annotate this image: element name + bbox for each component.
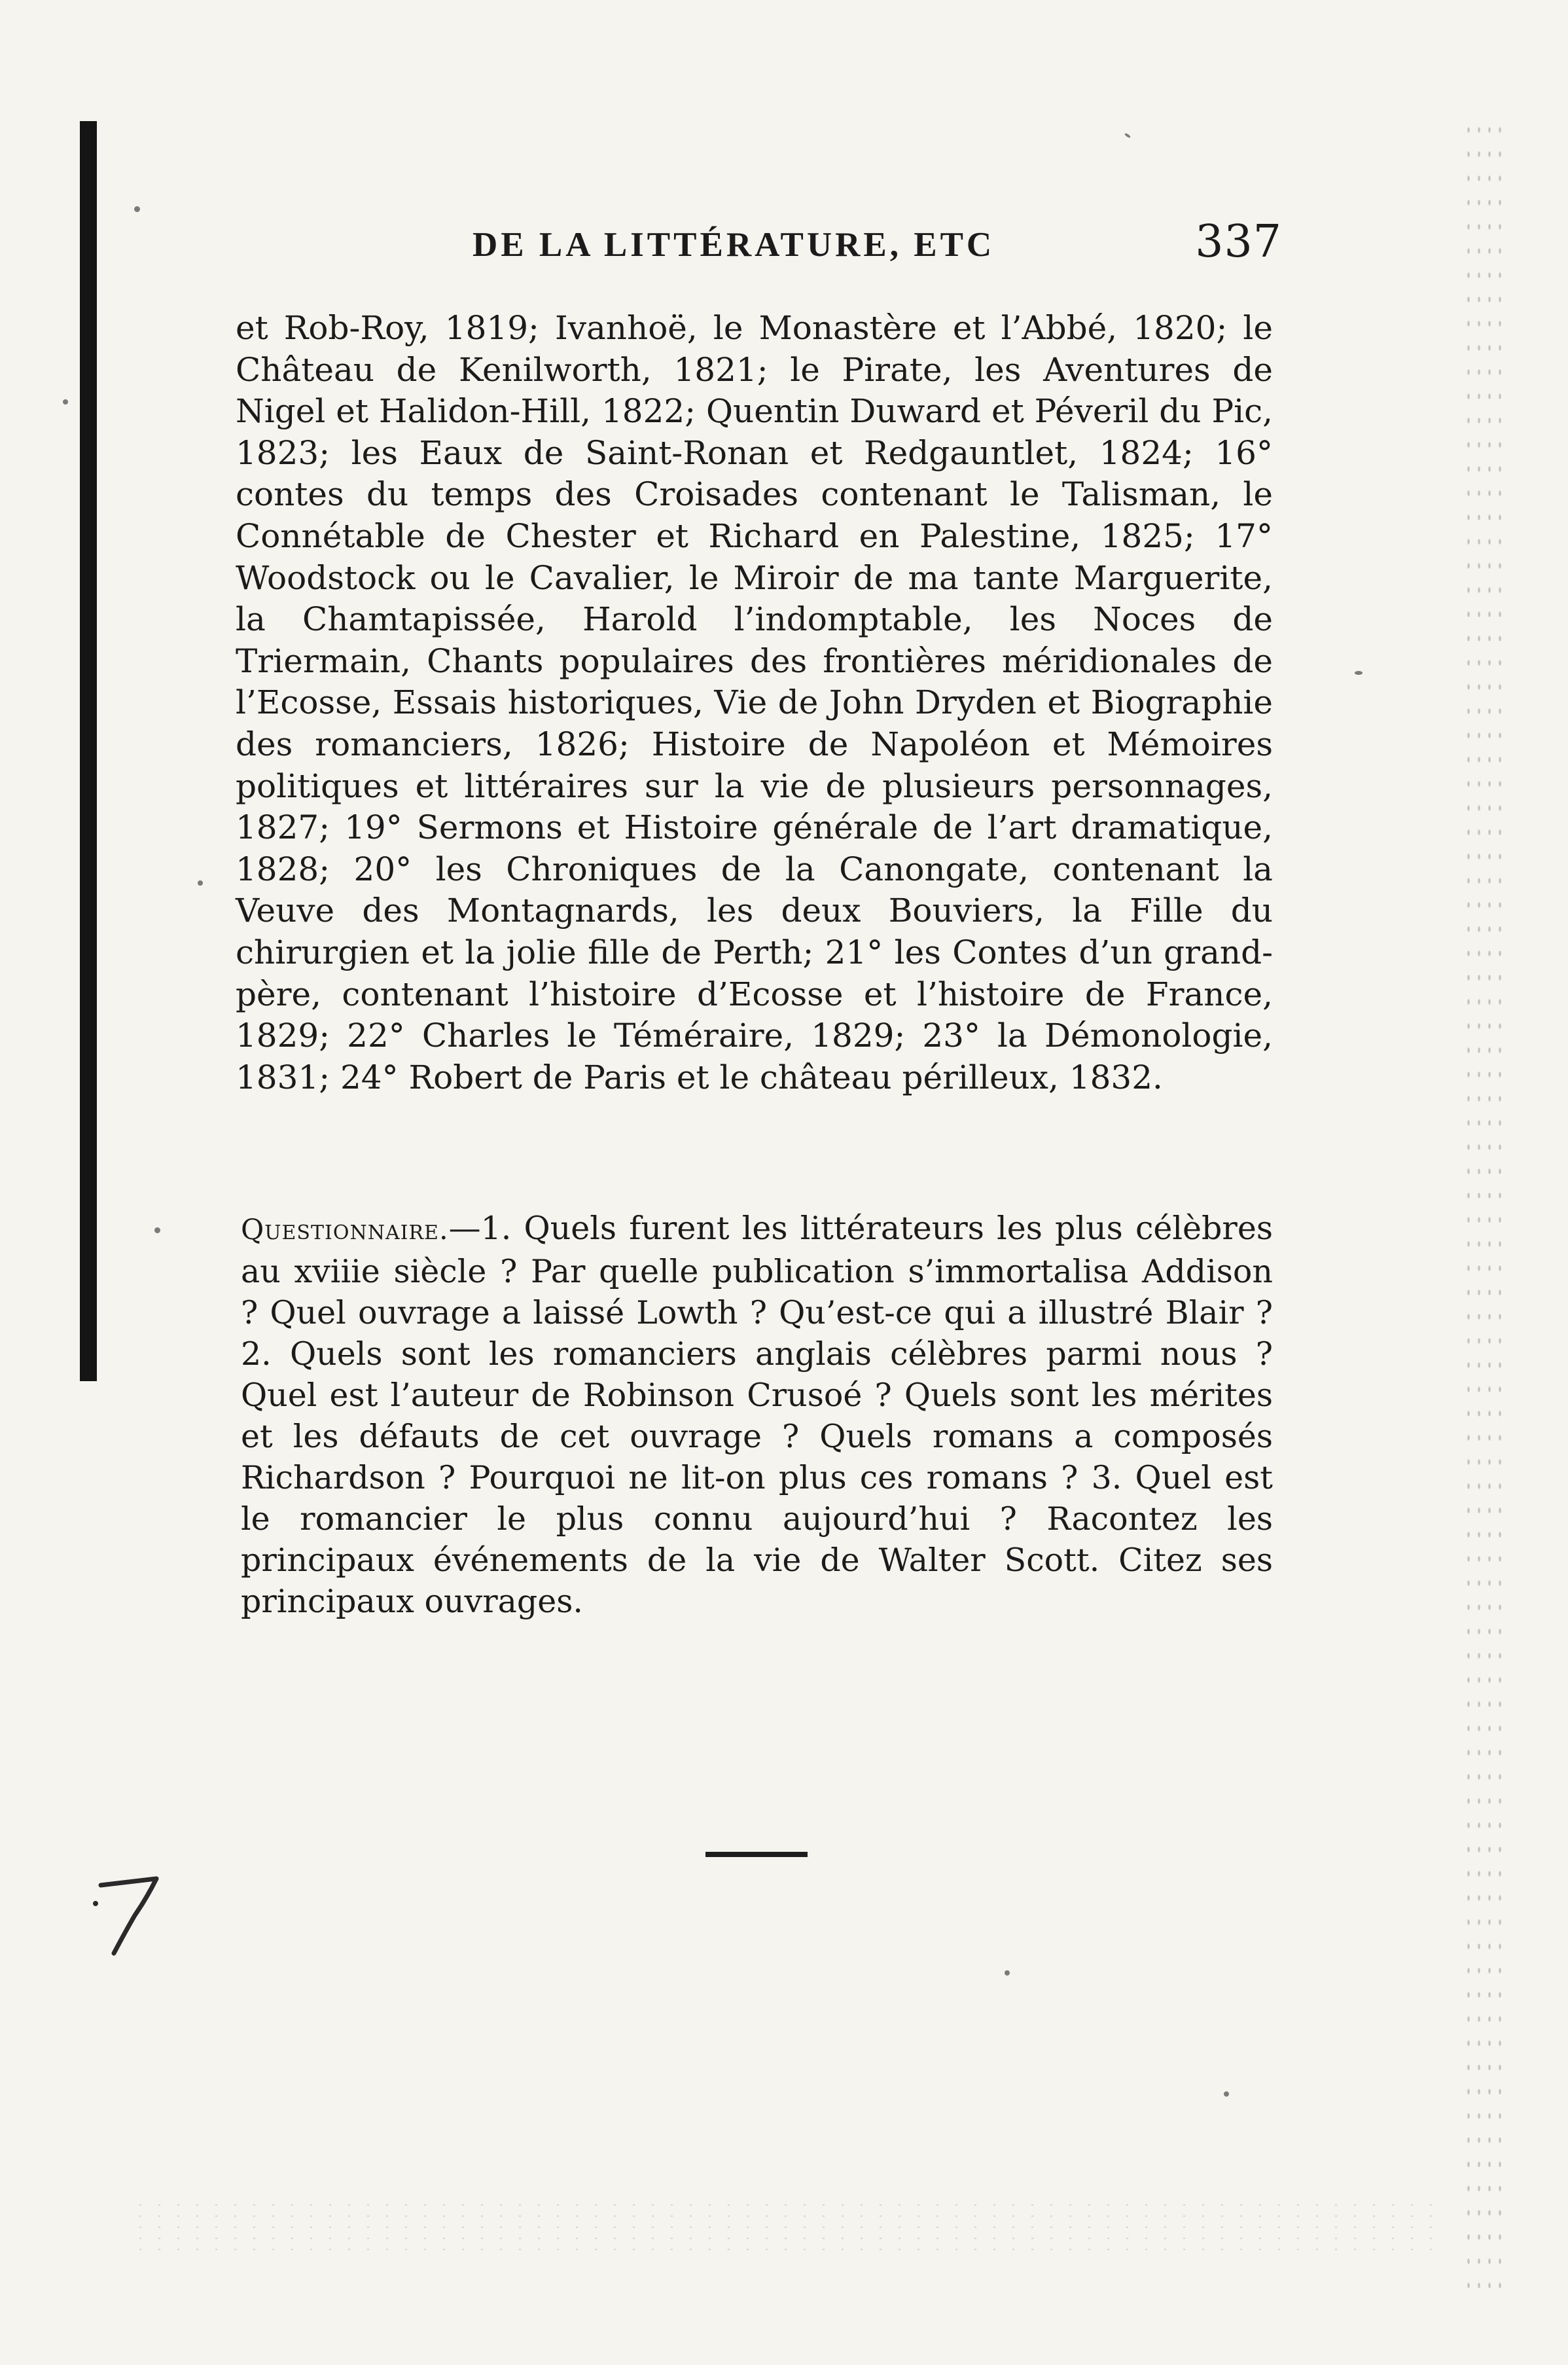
questionnaire-label: Questionnaire. [241, 1214, 449, 1246]
scan-speck [154, 1227, 160, 1233]
scan-edge-noise [1463, 118, 1509, 2304]
scan-speck [1005, 1970, 1010, 1976]
scan-speck [134, 206, 140, 212]
questionnaire-paragraph [241, 1208, 1273, 1622]
scan-speck [1124, 132, 1131, 138]
scan-bottom-noise [131, 2199, 1440, 2252]
scan-speck [1355, 671, 1363, 675]
main-paragraph: et Rob-Roy, 1819; Ivanhoë, le Monastère et l’Abbé, 1820; le Château de Kenilworth, 1821; le Pirate, les Aventures de Nigel et Halidon-Hill, 1822; Quentin Duward et Péveril du Pic, 1823; les Eaux de Saint-Ronan et Redgauntlet, 1824; 16° contes du temps des Croisades contenant le Talisman, le Connétable de Chester et Richard en Palestine, 1825; 17° Woodstock ou le Cavalier, le Miroir de ma tante Marguerite, la Chamtapissée, Harold l’indomptable, les Noces de Triermain, Chants populaires des frontières méridionales de l’Ecosse, Essais historiques, Vie de John Dryden et Biographie des romanciers, 1826; Histoire de Napoléon et Mémoires politiques et littéraires sur la vie de plusieurs personnages, 1827; 19° Sermons et Histoire générale de l’art dramatique, 1828; 20° les Chroniques de la Canongate, contenant la Veuve des Montagnards, les deux Bouviers, la Fille du chirurgien et la jolie fille de Perth; 21° les Contes d’un grand-père, contenant l’histoire d’Ecosse et l’histoire de France, 1829; 22° Charles le Téméraire, 1829; 23° la Démonologie, 1831; 24° Robert de Paris et le château périlleux, 1832. [236, 309, 1273, 1096]
running-title: DE LA LITTÉRATURE, ETC [472, 226, 995, 264]
handwritten-seven-mark [89, 1866, 174, 1964]
scan-speck [198, 880, 203, 886]
scan-speck [63, 399, 68, 405]
section-end-rule [705, 1852, 808, 1857]
page-number: 337 [1195, 216, 1282, 268]
questionnaire-text: —1. Quels furent les littérateurs les plus célèbres au xviiie siècle ? Par quelle publication s’immortalisa Addison ? Quel ouvrage a laissé Lowth ? Qu’est-ce qui a illustré Blair ? 2. Quels sont les romanciers anglais célèbres parmi nous ? Quel est l’auteur de Robinson Crusoé ? Quels sont les mérites et les défauts de cet ouvrage ? Quels romans a composés Richardson ? Pourquoi ne lit-on plus ces romans ? 3. Quel est le romancier le plus connu aujourd’hui ? Racontez les principaux événements de la vie de Walter Scott. Citez ses principaux ouvrages. [241, 1210, 1273, 1620]
binding-shadow-bar [80, 121, 97, 1381]
page-header [472, 213, 1282, 272]
scan-speck [1224, 2091, 1229, 2097]
